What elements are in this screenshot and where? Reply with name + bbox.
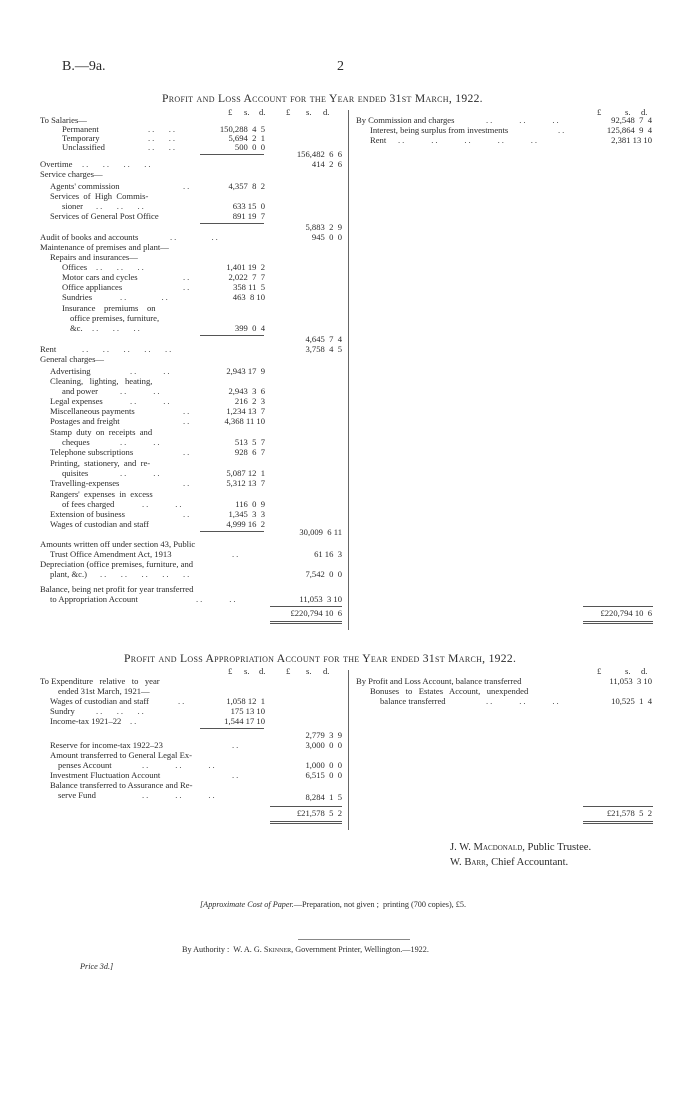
pl-left-pounds-sub-header: £	[228, 107, 233, 117]
salaries-heading: To Salaries—	[40, 115, 87, 125]
total-double-rule	[270, 821, 342, 822]
total-double-rule	[270, 621, 342, 622]
printer-name: Skinner	[263, 945, 292, 954]
permanent-label: Permanent	[62, 124, 99, 134]
extension-label: Extension of business	[50, 509, 125, 519]
cost-note	[200, 900, 466, 909]
authority-suffix: , Government Printer, Wellington.—1922.	[291, 945, 429, 954]
cost-note-rest: —Preparation, not given ; printing (700 copies), £5.	[293, 900, 466, 909]
interest-amount: 125,864 9 4	[606, 125, 652, 135]
pl-debit-grand-total: £220,794 10 6	[290, 608, 342, 618]
interest-label: Interest, being surplus from investments	[370, 125, 509, 135]
subtotal-rule	[200, 531, 264, 532]
right-rent-amount: 2,381 13 10	[611, 135, 652, 145]
extension-amount: 1,345 3 3	[228, 509, 265, 519]
written-off-total: 61 16 3	[314, 549, 342, 559]
signature-chief-accountant	[450, 857, 568, 868]
leader-dots: ..	[232, 740, 241, 750]
insurance-amount: 399 0 4	[234, 323, 265, 333]
advertising-label: Advertising	[50, 366, 91, 376]
public-trustee-title: Public Trustee.	[524, 842, 592, 853]
assurance-transfer-total: 8,284 1 5	[305, 792, 342, 802]
total-double-rule	[583, 621, 653, 622]
high-commissioner-label: Services of High Commis-	[50, 191, 149, 201]
overtime-label: Overtime	[40, 159, 73, 169]
pl-left-pence-sub-header: d.	[259, 107, 266, 117]
leader-dots: .. ..	[196, 594, 238, 604]
telephone-amount: 928 6 7	[234, 447, 265, 457]
repairs-heading: Repairs and insurances—	[50, 252, 138, 262]
insurance-label-cont: office premises, furniture,	[70, 313, 160, 323]
pl-column-divider	[348, 110, 349, 630]
pl-right-pounds-header: £	[597, 107, 602, 117]
maintenance-total: 4,645 7 4	[305, 334, 342, 344]
pl-account-title: Profit and Loss Account for the Year ended 31st March, 1922.	[162, 92, 483, 105]
appr-left-pounds-header: £	[286, 666, 291, 676]
leader-dots: .. .. .. .. ..	[82, 344, 174, 354]
pl-left-shillings-header: s.	[306, 107, 312, 117]
appr-right-shillings-header: s.	[625, 666, 631, 676]
printing-amount: 5,087 12 1	[226, 468, 265, 478]
service-charges-heading: Service charges—	[40, 169, 103, 179]
investment-fluctuation-total: 6,515 0 0	[305, 770, 342, 780]
cleaning-label: Cleaning, lighting, heating,	[50, 376, 153, 386]
temporary-label: Temporary	[62, 133, 100, 143]
audit-total: 945 0 0	[311, 232, 342, 242]
rangers-label: Rangers' expenses in excess	[50, 489, 153, 499]
printer-authority	[182, 945, 429, 954]
leader-dots: ..	[183, 282, 192, 292]
appr-left-pounds-sub-header: £	[228, 666, 233, 676]
chief-accountant-title: Chief Accountant.	[488, 857, 569, 868]
expenditure-label-cont: ended 31st March, 1921—	[58, 686, 150, 696]
expenditure-total: 2,779 3 9	[305, 730, 342, 740]
travelling-amount: 5,312 13 7	[226, 478, 265, 488]
general-charges-total: 30,009 6 11	[299, 527, 342, 537]
signature-public-trustee	[450, 842, 591, 853]
subtotal-rule	[200, 154, 264, 155]
leader-dots: .. .. .. .. ..	[398, 135, 540, 145]
chief-accountant-name: W. Barr,	[450, 857, 489, 868]
total-double-rule	[270, 623, 342, 624]
agents-commission-label: Agents' commission	[50, 181, 120, 191]
office-appliances-label: Office appliances	[62, 282, 123, 292]
appr-column-divider	[348, 670, 349, 830]
unclassified-label: Unclassified	[62, 142, 105, 152]
leader-dots: ..	[183, 447, 192, 457]
appr-credit-grand-total: £21,578 5 2	[606, 808, 652, 818]
printing-label-cont: quisites	[62, 468, 89, 478]
total-rule	[270, 606, 342, 607]
reserve-total: 3,000 0 0	[305, 740, 342, 750]
pl-credit-grand-total: £220,794 10 6	[600, 608, 652, 618]
written-off-label: Amounts written off under section 43, Public	[40, 539, 196, 549]
leader-dots: .. .. ..	[142, 760, 217, 770]
sundries-amount: 463 8 10	[232, 292, 265, 302]
leader-dots: .. ..	[120, 437, 162, 447]
investment-fluctuation-label: Investment Fluctuation Account	[50, 770, 161, 780]
leader-dots: .. .. ..	[96, 201, 146, 211]
leader-dots: .. ..	[142, 499, 184, 509]
misc-payments-amount: 1,234 13 7	[226, 406, 265, 416]
appr-left-pence-header: d.	[323, 666, 330, 676]
leader-dots: ..	[178, 696, 187, 706]
written-off-label-cont: Trust Office Amendment Act, 1913	[50, 549, 172, 559]
appr-right-pounds-header: £	[597, 666, 602, 676]
high-commissioner-amount: 633 15 0	[232, 201, 265, 211]
legal-transfer-label: Amount transferred to General Legal Ex-	[50, 750, 192, 760]
subtotal-rule	[200, 335, 264, 336]
wages-amount: 4,999 16 2	[226, 519, 265, 529]
rangers-amount: 116 0 9	[235, 499, 265, 509]
income-tax-amount: 1,544 17 10	[224, 716, 265, 726]
income-tax-label: Income-tax 1921–22	[50, 716, 122, 726]
appr-debit-grand-total: £21,578 5 2	[296, 808, 342, 818]
stamp-duty-label: Stamp duty on receipts and	[50, 427, 153, 437]
leader-dots: .. ..	[120, 386, 162, 396]
leader-dots: ..	[232, 549, 241, 559]
depreciation-label-cont: plant, &c.)	[50, 569, 87, 579]
total-rule	[583, 806, 653, 807]
overtime-total: 414 2 6	[311, 159, 342, 169]
travelling-label: Travelling-expenses	[50, 478, 120, 488]
misc-payments-label: Miscellaneous payments	[50, 406, 135, 416]
leader-dots: .. ..	[120, 292, 170, 302]
pl-left-shillings-sub-header: s.	[244, 107, 250, 117]
legal-transfer-total: 1,000 0 0	[305, 760, 342, 770]
leader-dots: .. ..	[120, 468, 162, 478]
rent-total: 3,758 4 5	[305, 344, 342, 354]
wages-label: Wages of custodian and staff	[50, 519, 149, 529]
legal-expenses-label: Legal expenses	[50, 396, 103, 406]
leader-dots: .. .. .. .. ..	[100, 569, 192, 579]
total-rule	[583, 606, 653, 607]
leader-dots: ..	[183, 416, 192, 426]
leader-dots: .. ..	[148, 133, 178, 143]
legal-expenses-amount: 216 2 3	[234, 396, 265, 406]
pl-balance-label: By Profit and Loss Account, balance transferred	[356, 676, 522, 686]
high-commissioner-label-cont: sioner	[62, 201, 84, 211]
stamp-duty-label-cont: cheques	[62, 437, 90, 447]
leader-dots: ..	[558, 125, 567, 135]
service-charges-total: 5,883 2 9	[305, 222, 342, 232]
audit-label: Audit of books and accounts	[40, 232, 139, 242]
legal-transfer-label-cont: penses Account	[58, 760, 112, 770]
stamp-duty-amount: 513 5 7	[234, 437, 265, 447]
leader-dots: .. .. ..	[486, 115, 561, 125]
appr-wages-amount: 1,058 12 1	[226, 696, 265, 706]
leader-dots: ..	[183, 406, 192, 416]
total-double-rule	[583, 823, 653, 824]
expenditure-label: To Expenditure relative to year	[40, 676, 160, 686]
subtotal-rule	[200, 223, 264, 224]
depreciation-total: 7,542 0 0	[305, 569, 342, 579]
balance-label: Balance, being net profit for year transferred	[40, 584, 194, 594]
pl-left-pounds-header: £	[286, 107, 291, 117]
general-charges-heading: General charges—	[40, 354, 105, 364]
agents-commission-amount: 4,357 8 2	[228, 181, 265, 191]
depreciation-label: Depreciation (office premises, furniture, and	[40, 559, 194, 569]
postages-amount: 4,368 11 10	[224, 416, 265, 426]
cleaning-amount: 2,943 3 6	[228, 386, 265, 396]
appr-left-pence-sub-header: d.	[259, 666, 266, 676]
balance-total: 11,053 3 10	[299, 594, 342, 604]
authority-prefix: By Authority : W. A. G.	[182, 945, 264, 954]
motor-cars-label: Motor cars and cycles	[62, 272, 138, 282]
footer-rule	[298, 939, 410, 940]
leader-dots: ..	[232, 770, 241, 780]
total-double-rule	[583, 821, 653, 822]
total-rule	[270, 806, 342, 807]
gpo-services-label: Services of General Post Office	[50, 211, 159, 221]
pl-right-pence-header: d.	[641, 107, 648, 117]
assurance-transfer-label-cont: serve Fund	[58, 790, 96, 800]
appropriation-account-title: Profit and Loss Appropriation Account for the Year ended 31st March, 1922.	[124, 652, 517, 665]
gpo-services-amount: 891 19 7	[232, 211, 265, 221]
insurance-label-cont2: &c.	[70, 323, 83, 333]
commission-label: By Commission and charges	[356, 115, 455, 125]
commission-amount: 92,548 7 4	[611, 115, 652, 125]
leader-dots: .. .. ..	[92, 323, 142, 333]
appr-left-shillings-sub-header: s.	[244, 666, 250, 676]
leader-dots: ..	[183, 272, 192, 282]
sundries-label: Sundries	[62, 292, 93, 302]
leader-dots: .. ..	[148, 124, 178, 134]
appr-sundry-amount: 175 13 10	[230, 706, 265, 716]
subtotal-rule	[200, 728, 264, 729]
pl-left-pence-header: d.	[323, 107, 330, 117]
motor-cars-amount: 2,022 7 7	[228, 272, 265, 282]
balance-label-cont: to Appropriation Account	[50, 594, 138, 604]
permanent-amount: 150,288 4 5	[219, 124, 265, 134]
rent-label: Rent	[40, 344, 57, 354]
leader-dots: ..	[183, 181, 192, 191]
offices-label: Offices	[62, 262, 88, 272]
reserve-label: Reserve for income-tax 1922–23	[50, 740, 163, 750]
cleaning-label-cont: and power	[62, 386, 99, 396]
leader-dots: .. ..	[130, 366, 172, 376]
cost-note-italic: [Approximate Cost of Paper.	[200, 900, 294, 909]
temporary-amount: 5,694 2 1	[228, 133, 265, 143]
total-double-rule	[583, 623, 653, 624]
insurance-label: Insurance premiums on	[62, 303, 156, 313]
leader-dots: .. ..	[170, 232, 220, 242]
leader-dots: .. ..	[148, 142, 178, 152]
leader-dots: .. .. ..	[96, 706, 146, 716]
printing-label: Printing, stationery, and re-	[50, 458, 151, 468]
telephone-label: Telephone subscriptions	[50, 447, 134, 457]
bonuses-label-cont: balance transferred	[380, 696, 446, 706]
page-reference: B.—9a.	[62, 59, 106, 74]
appr-wages-label: Wages of custodian and staff	[50, 696, 149, 706]
pl-balance-amount: 11,053 3 10	[609, 676, 652, 686]
appr-sundry-label: Sundry	[50, 706, 75, 716]
bonuses-amount: 10,525 1 4	[611, 696, 652, 706]
unclassified-amount: 500 0 0	[234, 142, 265, 152]
leader-dots: .. ..	[130, 396, 172, 406]
public-trustee-name: J. W. Macdonald,	[450, 842, 525, 853]
advertising-amount: 2,943 17 9	[226, 366, 265, 376]
leader-dots: ..	[183, 478, 192, 488]
offices-amount: 1,401 19 2	[226, 262, 265, 272]
leader-dots: .. .. .. ..	[82, 159, 153, 169]
rangers-label-cont: of fees charged	[62, 499, 115, 509]
leader-dots: ..	[183, 509, 192, 519]
office-appliances-amount: 358 11 5	[233, 282, 265, 292]
leader-dots: .. .. ..	[96, 262, 146, 272]
price-note: Price 3d.]	[80, 962, 114, 971]
appr-left-shillings-header: s.	[306, 666, 312, 676]
salaries-total: 156,482 6 6	[296, 149, 342, 159]
leader-dots: .. .. ..	[142, 790, 217, 800]
appr-right-pence-header: d.	[641, 666, 648, 676]
postages-label: Postages and freight	[50, 416, 120, 426]
leader-dots: .. .. ..	[486, 696, 561, 706]
total-double-rule	[270, 823, 342, 824]
pl-right-shillings-header: s.	[625, 107, 631, 117]
right-rent-label: Rent	[370, 135, 387, 145]
maintenance-heading: Maintenance of premises and plant—	[40, 242, 169, 252]
assurance-transfer-label: Balance transferred to Assurance and Re-	[50, 780, 193, 790]
bonuses-label: Bonuses to Estates Account, unexpended	[370, 686, 529, 696]
leader-dots: ..	[130, 716, 139, 726]
page-number: 2	[337, 59, 344, 74]
